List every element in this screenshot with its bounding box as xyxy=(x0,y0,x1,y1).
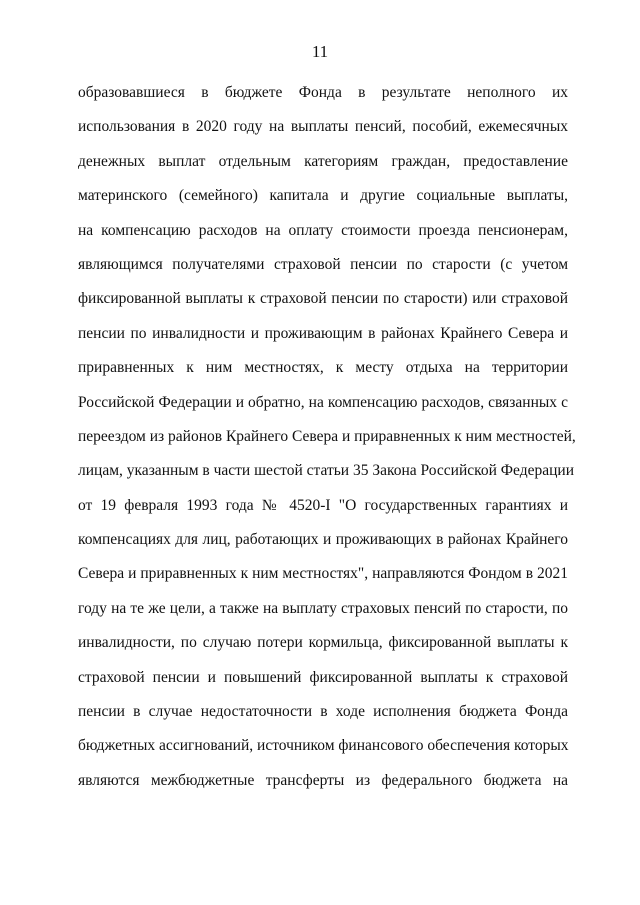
text-line: страховой пенсии и повышений фиксированной выплаты к страховой xyxy=(78,668,568,686)
text-line: на компенсацию расходов на оплату стоимости проезда пенсионерам, xyxy=(78,221,568,239)
text-line: от 19 февраля 1993 года № 4520-I "О государственных гарантиях и xyxy=(78,496,568,514)
text-line: приравненных к ним местностях, к месту отдыха на территории xyxy=(78,359,568,377)
text-line: пенсии по инвалидности и проживающим в районах Крайнего Севера и xyxy=(78,324,568,342)
text-line: году на те же цели, а также на выплату страховых пенсий по старости, по xyxy=(78,599,568,617)
text-line: являющимся получателями страховой пенсии по старости (с учетом xyxy=(78,255,568,273)
text-line: образовавшиеся в бюджете Фонда в результате неполного их xyxy=(78,84,568,101)
text-line: материнского (семейного) капитала и другие социальные выплаты, xyxy=(78,187,568,205)
text-line: являются межбюджетные трансферты из федерального бюджета на xyxy=(78,771,568,789)
text-line: денежных выплат отдельным категориям граждан, предоставление xyxy=(78,152,568,170)
text-line: бюджетных ассигнований, источником финансового обеспечения которых xyxy=(78,737,569,755)
text-line: переездом из районов Крайнего Севера и приравненных к ним местностей, xyxy=(78,427,576,445)
body-paragraph xyxy=(78,76,576,798)
text-line: фиксированной выплаты к страховой пенсии по старости) или страховой xyxy=(78,290,568,308)
text-line: Севера и приравненных к ним местностях", направляются Фондом в 2021 xyxy=(78,565,568,583)
text-line: пенсии в случае недостаточности в ходе исполнения бюджета Фонда xyxy=(78,703,568,721)
text-line: компенсациях для лиц, работающих и проживающих в районах Крайнего xyxy=(78,531,568,549)
text-line: Российской Федерации и обратно, на компенсацию расходов, связанных с xyxy=(78,393,568,411)
text-line: инвалидности, по случаю потери кормильца, фиксированной выплаты к xyxy=(78,634,568,652)
page-number: 11 xyxy=(311,42,329,61)
text-line: использования в 2020 году на выплаты пенсий, пособий, ежемесячных xyxy=(78,118,568,136)
text-line: лицам, указанным в части шестой статьи 35 Закона Российской Федерации xyxy=(78,462,574,480)
